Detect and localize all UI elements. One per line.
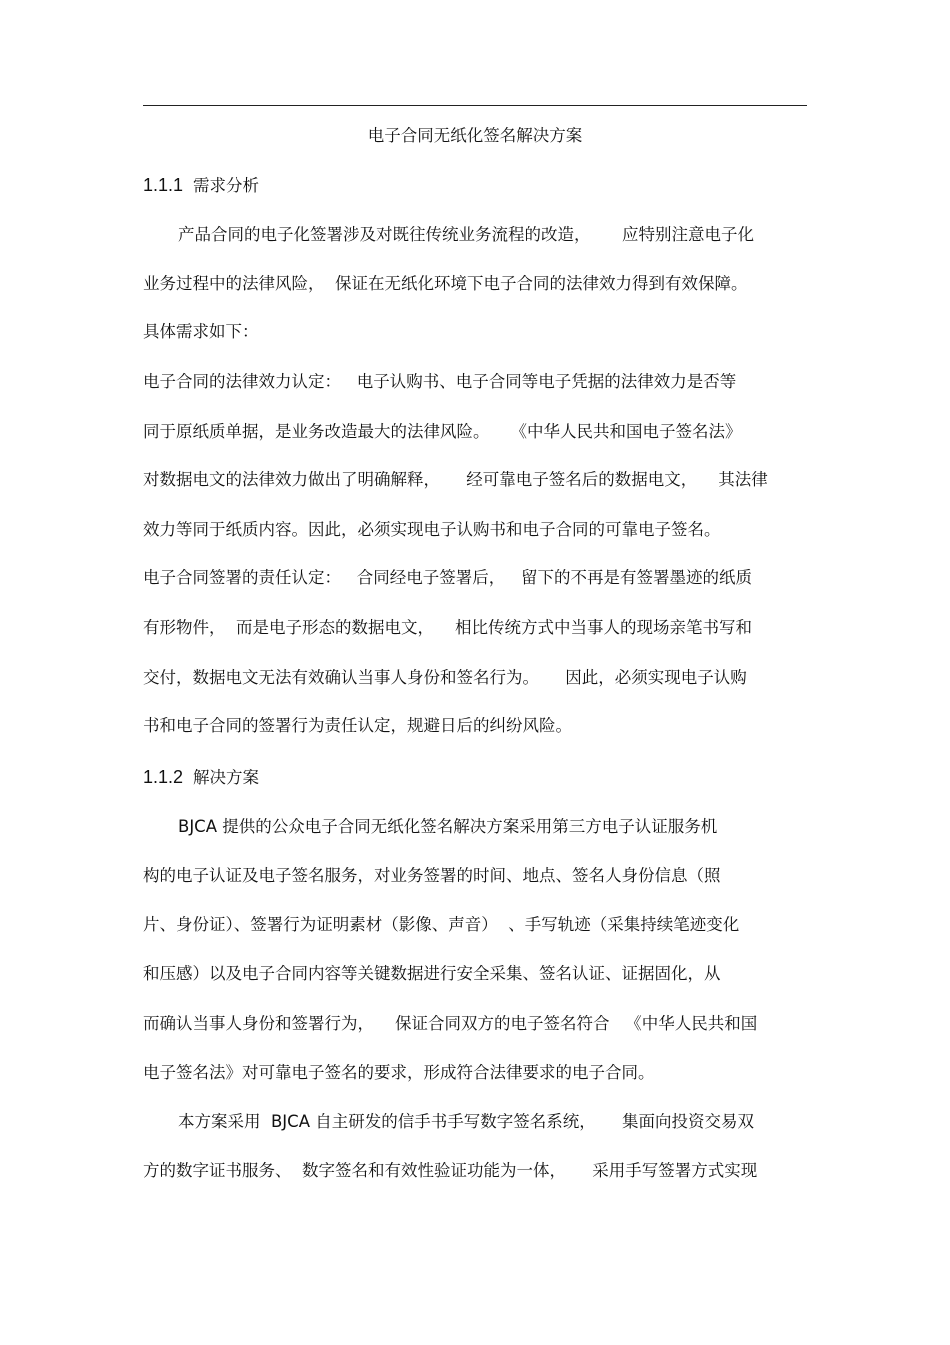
paragraph-line: 构的电子认证及电子签名服务，对业务签署的时间、地点、签名人身份信息（照 bbox=[143, 866, 721, 885]
paragraph-line: 业务过程中的法律风险， 保证在无纸化环境下电子合同的法律效力得到有效保障。 bbox=[143, 274, 748, 293]
paragraph-line: 片、身份证）、签署行为证明素材（影像、声音） 、手写轨迹（采集持续笔迹变化 bbox=[143, 915, 740, 934]
paragraph-line: 和压感）以及电子合同内容等关键数据进行安全采集、签名认证、证据固化，从 bbox=[143, 964, 721, 983]
paragraph-line: 有形物件， 而是电子形态的数据电文， 相比传统方式中当事人的现场亲笔书写和 bbox=[143, 618, 752, 637]
section-number: 1.1.1 bbox=[143, 175, 184, 195]
section-heading-requirements bbox=[143, 172, 259, 199]
paragraph-line: 书和电子合同的签署行为责任认定，规避日后的纠纷风险。 bbox=[143, 716, 572, 735]
paragraph-line: 而确认当事人身份和签署行为， 保证合同双方的电子签名符合 《中华人民共和国 bbox=[143, 1014, 758, 1033]
paragraph-line: 本方案采用 BJCA 自主研发的信手书手写数字签名系统， 集面向投资交易双 bbox=[178, 1112, 754, 1131]
paragraph-line: 交付，数据电文无法有效确认当事人身份和签名行为。 因此，必须实现电子认购 bbox=[143, 668, 747, 687]
header-rule bbox=[143, 105, 807, 106]
paragraph-line: 效力等同于纸质内容。因此，必须实现电子认购书和电子合同的可靠电子签名。 bbox=[143, 520, 721, 539]
section-heading-solution bbox=[143, 764, 259, 791]
paragraph-line: 具体需求如下： bbox=[143, 322, 259, 341]
paragraph-line: 产品合同的电子化签署涉及对既往传统业务流程的改造， 应特别注意电子化 bbox=[178, 225, 754, 244]
section-title: 解决方案 bbox=[193, 768, 260, 787]
paragraph-line: 电子合同签署的责任认定： 合同经电子签署后， 留下的不再是有签署墨迹的纸质 bbox=[143, 568, 752, 587]
paragraph-line: 同于原纸质单据，是业务改造最大的法律风险。 《中华人民共和国电子签名法》 bbox=[143, 422, 742, 441]
section-number: 1.1.2 bbox=[143, 767, 184, 787]
paragraph-line: 电子合同的法律效力认定： 电子认购书、电子合同等电子凭据的法律效力是否等 bbox=[143, 372, 737, 391]
paragraph-line: 对数据电文的法律效力做出了明确解释， 经可靠电子签名后的数据电文， 其法律 bbox=[143, 470, 768, 489]
paragraph-line: 电子签名法》对可靠电子签名的要求，形成符合法律要求的电子合同。 bbox=[143, 1063, 655, 1082]
paragraph-line: BJCA 提供的公众电子合同无纸化签名解决方案采用第三方电子认证服务机 bbox=[178, 817, 718, 836]
document-title: 电子合同无纸化签名解决方案 bbox=[367, 126, 583, 145]
section-title: 需求分析 bbox=[193, 176, 260, 195]
paragraph-line: 方的数字证书服务、 数字签名和有效性验证功能为一体， 采用手写签署方式实现 bbox=[143, 1161, 758, 1180]
